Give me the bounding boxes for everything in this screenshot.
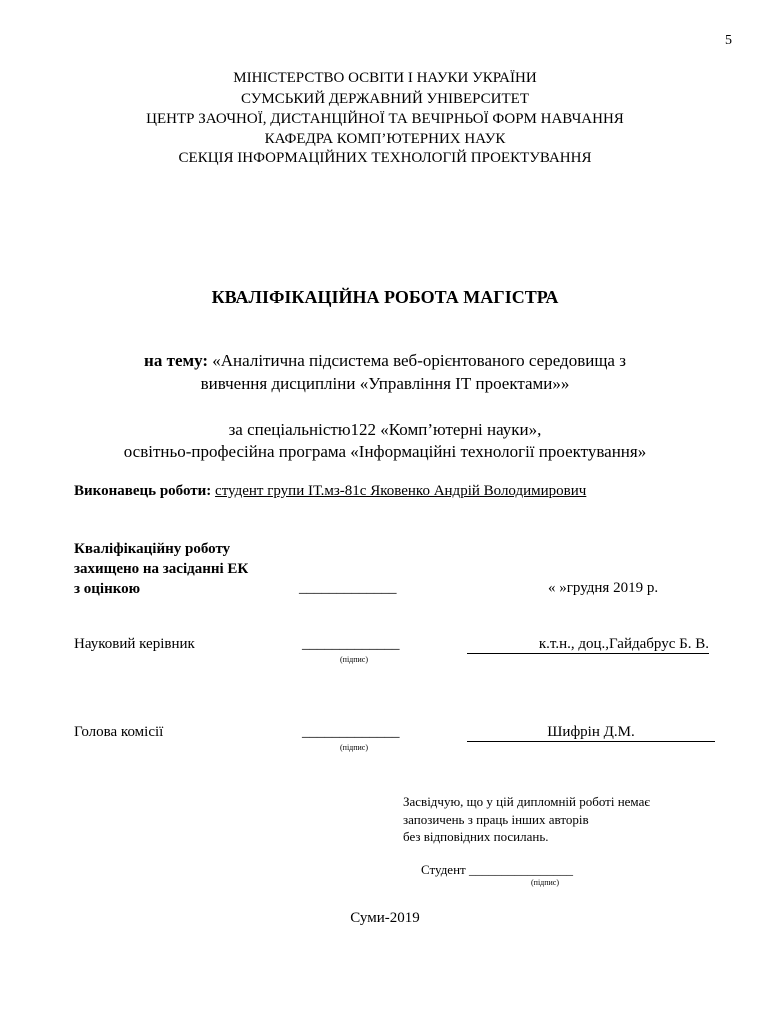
topic-text-1: «Аналітична підсистема веб-орієнтованого середовища з [208, 351, 626, 370]
certification-line-1: Засвідчую, що у цій дипломній роботі немає [403, 794, 650, 809]
executor-label: Виконавець роботи: [74, 483, 212, 499]
ministry-line: МІНІСТЕРСТВО ОСВІТИ І НАУКИ УКРАЇНИ [233, 70, 537, 86]
specialty-line-2: освітньо-професійна програма «Інформаційні технології проектування» [123, 442, 647, 461]
commission-signature-caption: (підпис) [340, 743, 369, 752]
document-title: КВАЛІФІКАЦІЙНА РОБОТА МАГІСТРА [211, 287, 559, 307]
footer-city-year: Суми-2019 [350, 910, 420, 926]
certification-line-2: запозичень з праць інших авторів [403, 812, 589, 827]
supervisor-signature-blank: _____________ [302, 636, 400, 652]
defense-line-1: Кваліфікаційну роботу [74, 541, 231, 557]
commission-label: Голова комісії [74, 724, 164, 740]
grade-blank: _____________ [299, 580, 397, 596]
topic-line-2: вивчення дисципліни «Управління ІТ проектами»» [200, 374, 570, 393]
center-line: ЦЕНТР ЗАОЧНОЇ, ДИСТАНЦІЙНОЇ ТА ВЕЧІРНЬОЇ ФОРМ НАВЧАННЯ [146, 111, 624, 127]
supervisor-label: Науковий керівник [74, 636, 195, 652]
defense-line-2: захищено на засіданні ЕК [74, 561, 249, 577]
commission-signature-blank: _____________ [302, 724, 400, 740]
commission-name: Шифрін Д.М. [467, 724, 715, 742]
defense-date: « »грудня 2019 р. [548, 580, 659, 596]
certification-line-3: без відповідних посилань. [403, 829, 549, 844]
student-label: Студент [421, 862, 466, 877]
topic-line-1 [0, 350, 770, 371]
topic-label: на тему: [144, 351, 209, 370]
student-signature-blank: ________________ [468, 862, 573, 877]
supervisor-signature-caption: (підпис) [340, 655, 369, 664]
student-signature-row [421, 860, 573, 879]
student-signature-caption: (підпис) [531, 878, 560, 887]
department-line: КАФЕДРА КОМП’ЮТЕРНИХ НАУК [264, 131, 506, 147]
defense-line-3: з оцінкою [74, 581, 141, 597]
specialty-line-1: за спеціальністю122 «Комп’ютерні науки», [228, 420, 542, 439]
page-number: 5 [725, 33, 732, 48]
university-line: СУМСЬКИЙ ДЕРЖАВНИЙ УНІВЕРСИТЕТ [240, 91, 529, 107]
executor-value: студент групи ІТ.мз-81с Яковенко Андрій Володимирович [215, 483, 587, 499]
supervisor-name: к.т.н., доц.,Гайдабрус Б. В. [467, 636, 709, 654]
section-line: СЕКЦІЯ ІНФОРМАЦІЙНИХ ТЕХНОЛОГІЙ ПРОЕКТУВАННЯ [178, 150, 592, 166]
executor-row [74, 483, 586, 500]
